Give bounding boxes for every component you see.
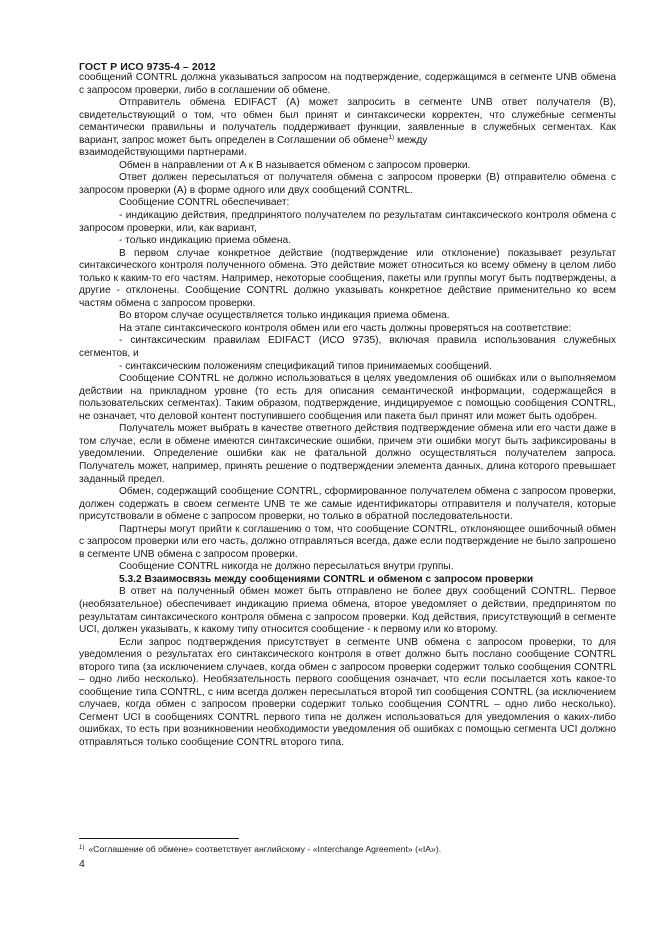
list-item: - синтаксическим положениям спецификаций типов принимаемых сообщений. (119, 360, 492, 372)
footnote-divider (79, 838, 239, 839)
paragraph: взаимодействующими партнерами. (79, 147, 247, 159)
paragraph: В ответ на полученный обмен может быть отправлено не более двух сообщений CONTRL. Первое (необязательное) обеспечивает индикацию приема обмена, второе уведомляет о действии, предпринятом по результатам синтаксического контроля обмена с запросом проверки. Код действия, присутствующий в сегменте UCI, должен указывать, к какому типу относится сообщение - к первому или ко второму. (79, 586, 616, 636)
paragraph: Получатель может выбрать в качестве ответного действия подтверждение обмена или его части даже в том случае, если в обмене имеются синтаксические ошибки, причем эти ошибки могут быть зафиксированы в уведомлении. Определение ошибки как не фатальной должно осуществляться получателем запроса. Получатель может, например, принять решение о подтверждении элемента данных, длина которого превышает заданный предел. (79, 423, 616, 485)
paragraph: Обмен в направлении от A к B называется обменом с запросом проверки. (119, 159, 471, 171)
paragraph: Сообщение CONTRL никогда не должно пересылаться внутри группы. (119, 561, 454, 573)
document-header: ГОСТ Р ИСО 9735-4 – 2012 (79, 61, 216, 73)
paragraph: сообщений CONTRL должна указываться запросом на подтверждение, содержащимся в сегменте UNB обмена с запросом проверки, либо в соглашении об обмене. (79, 72, 616, 96)
paragraph: В первом случае конкретное действие (подтверждение или отклонение) показывает результат синтаксического контроля полученного обмена. Это действие может относиться ко всему обмену в целом либо только к каким-то его частям. Например, некоторые сообщения, пакеты или группы могут быть подтверждены, а другие - отклонены. Сообщение CONTRL должно указывать конкретное действие применительно ко всем частям обмена с запросом проверки. (79, 247, 616, 309)
paragraph: Партнеры могут прийти к соглашению о том, что сообщение CONTRL, отклоняющее ошибочный обмен с запросом проверки или его часть, должно отправляться всегда, даже если подтверждение не было запрошено в сегменте UNB обмена с запросом проверки. (79, 523, 616, 560)
paragraph (79, 97, 616, 147)
paragraph: На этапе синтаксического контроля обмен или его часть должны проверяться на соответствие: (119, 322, 572, 334)
section-heading: 5.3.2 Взаимосвязь между сообщениями CONTRL и обменом с запросом проверки (119, 573, 534, 585)
footnote-text: «Соглашение об обмене» соответствует английскому - «Interchange Agreement» («IA»). (88, 844, 442, 854)
list-item: - индикацию действия, предпринятого получателем по результатам синтаксического контроля обмена с запросом проверки, или, как вариант, (79, 210, 616, 234)
paragraph-text: Отправитель обмена EDIFACT (A) может запросить в сегменте UNB ответ получателя (B), свидетельствующий о том, что обмен был принят и синтаксически корректен, что служебные сегменты семантически правильны и получатель поддерживает функции, заявленные в служебных сегментах. Как вариант, запрос может быть определен в Соглашении об обмене (79, 97, 616, 146)
footnote (79, 844, 441, 855)
paragraph: Сообщение CONTRL обеспечивает: (119, 197, 290, 209)
footnote-marker: 1) (79, 845, 85, 851)
paragraph: Ответ должен пересылаться от получателя обмена с запросом проверки (B) отправителю обмена с запросом проверки (A) в форме одного или двух сообщений CONTRL. (79, 172, 616, 196)
list-item: - только индикацию приема обмена. (119, 235, 291, 247)
paragraph: Во втором случае осуществляется только индикация приема обмена. (119, 310, 450, 322)
list-item: - синтаксическим правилам EDIFACT (ИСО 9735), включая правила использования служебных сегментов, и (79, 335, 616, 360)
footnote-reference: 1) (388, 133, 395, 141)
paragraph: Обмен, содержащий сообщение CONTRL, сформированное получателем обмена с запросом проверки, должен содержать в своем сегменте UNB те же самые идентификаторы отправителя и получателя, которые присутствовали в обмене с запросом проверки, но только в обратной последовательности. (79, 486, 616, 523)
paragraph: Сообщение CONTRL не должно использоваться в целях уведомления об ошибках или о выполняемом действии на прикладном уровне (то есть для описания семантической информации, содержащейся в пользовательских сегментах). Таким образом, подтверждение, индицируемое с помощью сообщения CONTRL, не означает, что деловой контент поступившего сообщения или пакета был принят или может быть одобрен. (79, 373, 616, 422)
paragraph: Если запрос подтверждения присутствует в сегменте UNB обмена с запросом проверки, то для уведомления о результатах его синтаксического контроля в ответ должно быть послано сообщение CONTRL второго типа (за исключением случаев, когда обмен с запросом проверки содержит только сообщения CONTRL – одно либо несколько). Необязательность первого сообщения означает, что если посылается хоть какое-то сообщение типа CONTRL, с ним всегда должен пересылаться второй тип сообщения CONTRL (за исключением случаев, когда обмен с запросом проверки содержит только сообщения CONTRL – одно либо несколько). Сегмент UCI в сообщениях CONTRL первого типа не должен использоваться для уведомления о каких-либо ошибках, то есть при возникновении необходимости уведомления об ошибках с помощью сегмента UCI должно отправляться только сообщение CONTRL второго типа. (79, 636, 616, 748)
document-body (79, 72, 616, 750)
page-number: 4 (79, 858, 85, 870)
paragraph-text: между (396, 134, 428, 146)
